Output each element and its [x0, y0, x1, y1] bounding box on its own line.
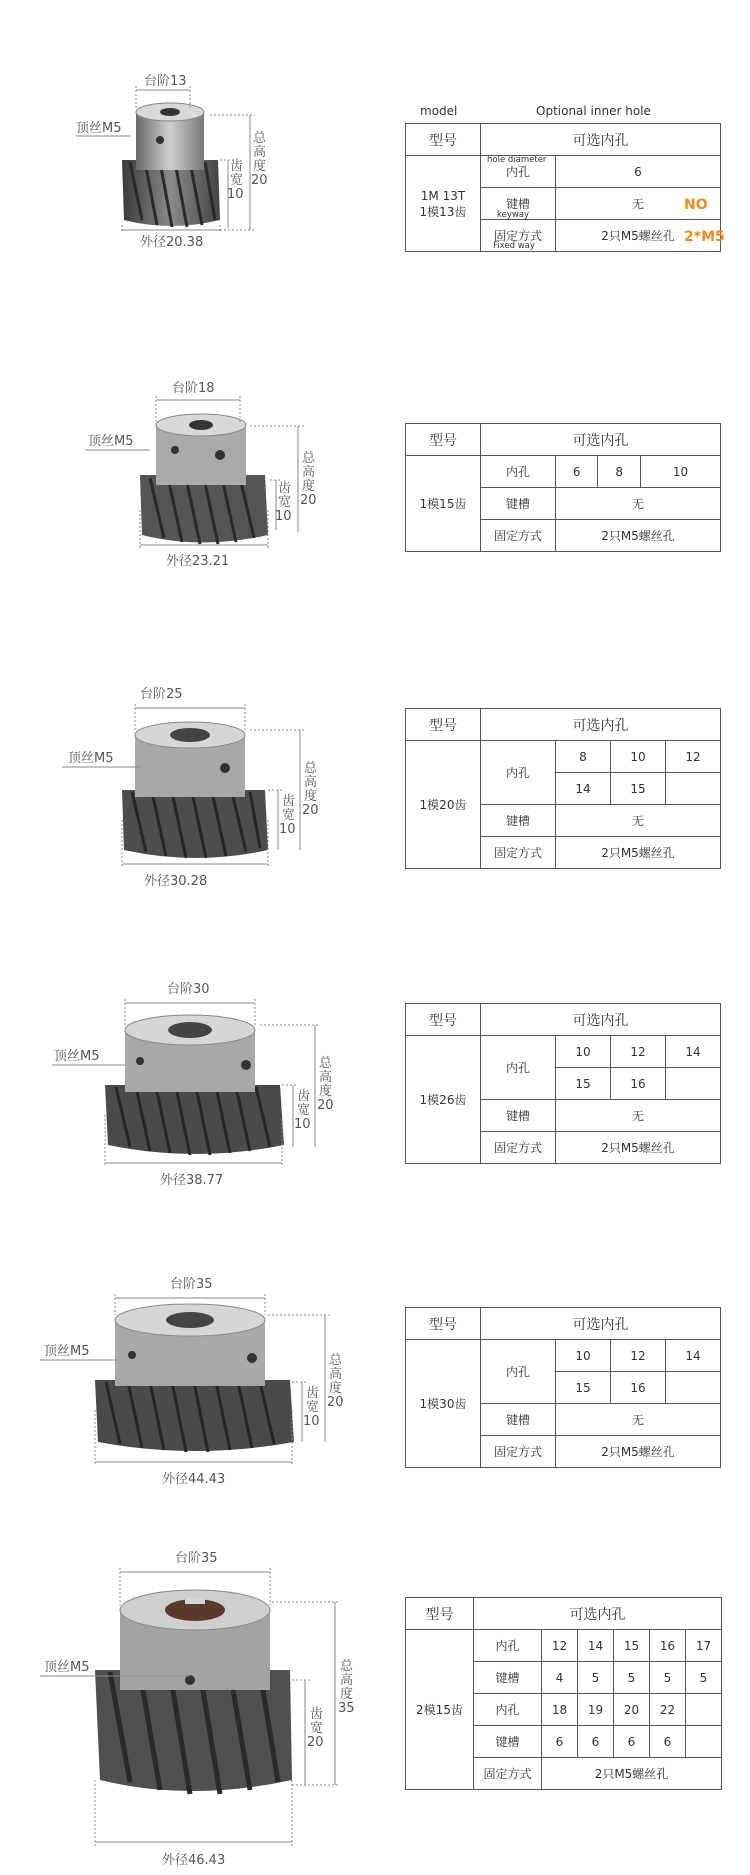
step-label: 台阶25: [140, 687, 183, 702]
set-screw-label: 顶丝M5: [44, 1660, 90, 1675]
total-height-char: 高: [304, 775, 318, 790]
type-header: 型号: [406, 124, 481, 156]
total-height-char: 度: [340, 1687, 354, 1702]
hole-label: 内孔: [481, 1036, 556, 1100]
outer-diameter-label: 外径23.21: [166, 554, 230, 569]
spec-table-1: [405, 123, 721, 252]
keyway-value: 5: [686, 1662, 722, 1694]
gear-section-3: [0, 670, 750, 910]
keyway-label: 键槽: [481, 1404, 556, 1436]
outer-diameter-label: 外径46.43: [162, 1853, 226, 1868]
hole-value: 8: [556, 741, 611, 773]
total-height-value: 20: [327, 1395, 344, 1410]
hole-value: 20: [614, 1694, 650, 1726]
hole-value: 22: [650, 1694, 686, 1726]
tooth-width-value: 10: [294, 1117, 311, 1132]
tooth-width-char: 宽: [278, 495, 292, 510]
keyway-value: 5: [614, 1662, 650, 1694]
model-cell: 2模15齿: [406, 1630, 474, 1790]
tooth-width-value: 10: [303, 1414, 320, 1429]
gear-drawing-2: [80, 370, 340, 590]
set-screw-label: 顶丝M5: [44, 1344, 90, 1359]
keyway-value: 6: [542, 1726, 578, 1758]
fixed-label: 固定方式: [481, 1132, 556, 1164]
step-label: 台阶13: [144, 74, 187, 89]
total-height-char: 总: [302, 451, 316, 466]
outer-diameter-label: 外径30.28: [144, 874, 208, 889]
fixed-way-en: Fixed way: [493, 241, 535, 251]
hole-value: [666, 773, 721, 805]
keyway-value: 6: [650, 1726, 686, 1758]
spec-table-3: [405, 708, 721, 869]
keyway-value: 无: [556, 1100, 721, 1132]
hole-value: 14: [666, 1340, 721, 1372]
hole-value: 12: [666, 741, 721, 773]
tooth-width-char: 齿: [278, 481, 292, 496]
model-en-label: model: [420, 104, 458, 118]
keyway-value: 无: [556, 805, 721, 837]
fixed-value: 2只M5螺丝孔: [556, 520, 721, 552]
hole-value: 16: [611, 1068, 666, 1100]
fixed-value: 2只M5螺丝孔: [542, 1758, 722, 1790]
hole-value: 19: [578, 1694, 614, 1726]
hole-value: 18: [542, 1694, 578, 1726]
total-height-char: 高: [302, 465, 316, 480]
keyway-label: 键槽: [481, 188, 556, 220]
step-label: 台阶30: [167, 982, 210, 997]
total-height-value: 20: [300, 493, 317, 508]
total-height-value: 20: [251, 173, 268, 188]
total-height-char: 高: [319, 1070, 333, 1085]
tooth-width-char: 齿: [306, 1386, 320, 1401]
fixed-label: 固定方式: [474, 1758, 542, 1790]
total-height-char: 总: [253, 131, 267, 146]
hole-value: 14: [666, 1036, 721, 1068]
total-height-char: 总: [340, 1659, 354, 1674]
step-label: 台阶35: [170, 1277, 213, 1292]
fixed-label: 固定方式: [481, 520, 556, 552]
total-height-char: 度: [304, 789, 318, 804]
tooth-width-char: 宽: [297, 1103, 311, 1118]
hole-value: 10: [640, 456, 720, 488]
keyway-value: 无: [556, 488, 721, 520]
keyway-value: 4: [542, 1662, 578, 1694]
step-label: 台阶18: [172, 381, 215, 396]
keyway-value: 5: [578, 1662, 614, 1694]
keyway-value: 6: [578, 1726, 614, 1758]
hole-label: 内孔: [481, 156, 556, 188]
model-cell: 1模30齿: [406, 1340, 481, 1468]
hole-label: 内孔: [481, 1340, 556, 1404]
keyway-value: 6: [614, 1726, 650, 1758]
tooth-width-char: 齿: [230, 159, 244, 174]
total-height-char: 度: [253, 159, 267, 174]
hole-value: 12: [611, 1036, 666, 1068]
gear-drawing-6: [40, 1540, 380, 1868]
set-screw-label: 顶丝M5: [88, 434, 134, 449]
tooth-width-char: 宽: [306, 1400, 320, 1415]
tooth-width-value: 10: [275, 509, 292, 524]
hole-label: 内孔: [474, 1630, 542, 1662]
hole-value: 14: [556, 773, 611, 805]
type-header: 型号: [406, 424, 481, 456]
spec-table-5: [405, 1307, 721, 1468]
keyway-en: keyway: [497, 210, 530, 220]
fixed-label: 固定方式: [481, 220, 556, 252]
hole-value: 15: [611, 773, 666, 805]
keyway-label: 键槽: [474, 1662, 542, 1694]
gear-section-1: [0, 0, 750, 290]
gear-section-6: [0, 1540, 750, 1875]
outer-diameter-label: 外径44.43: [162, 1472, 226, 1487]
tooth-width-char: 宽: [282, 808, 296, 823]
hole-label: 内孔: [481, 456, 556, 488]
hole-value: 15: [614, 1630, 650, 1662]
keyway-value: [686, 1726, 722, 1758]
type-header: 型号: [406, 709, 481, 741]
hole-value: 10: [556, 1340, 611, 1372]
total-height-char: 高: [253, 145, 267, 160]
outer-diameter-label: 外径20.38: [140, 235, 204, 250]
gear-section-2: [0, 370, 750, 590]
total-height-char: 总: [304, 761, 318, 776]
total-height-char: 度: [302, 479, 316, 494]
optional-hole-header: 可选内孔: [481, 709, 721, 741]
type-header: 型号: [406, 1004, 481, 1036]
hole-label: 内孔: [481, 741, 556, 805]
hole-value: [686, 1694, 722, 1726]
tooth-width-char: 宽: [310, 1721, 324, 1736]
total-height-char: 总: [329, 1353, 343, 1368]
fixed-value: 2只M5螺丝孔: [556, 837, 721, 869]
fixed-value: 2只M5螺丝孔: [556, 1132, 721, 1164]
hole-value: 8: [598, 456, 640, 488]
keyway-label: 键槽: [481, 805, 556, 837]
hole-value: 16: [611, 1372, 666, 1404]
total-height-char: 高: [329, 1367, 343, 1382]
hole-value: 15: [556, 1372, 611, 1404]
hole-value: 10: [556, 1036, 611, 1068]
tooth-width-value: 10: [227, 187, 244, 202]
optional-hole-header: 可选内孔: [481, 1004, 721, 1036]
no-note: NO: [684, 197, 708, 213]
optional-hole-header: 可选内孔: [481, 124, 721, 156]
gear-drawing-3: [60, 680, 350, 910]
total-height-value: 20: [302, 803, 319, 818]
set-screw-label: 顶丝M5: [54, 1049, 100, 1064]
fixed-value: 2只M5螺丝孔: [556, 1436, 721, 1468]
model-en: 1M 13T: [420, 188, 466, 203]
model-cell: 1模15齿: [406, 456, 481, 552]
optional-hole-header: 可选内孔: [474, 1598, 722, 1630]
tooth-width-char: 齿: [297, 1089, 311, 1104]
set-screw-label: 顶丝M5: [68, 751, 114, 766]
total-height-value: 35: [338, 1701, 355, 1716]
optional-hole-header: 可选内孔: [481, 424, 721, 456]
gear-drawing-4: [50, 975, 360, 1205]
model-cell: 1模20齿: [406, 741, 481, 869]
keyway-value: 无: [556, 1404, 721, 1436]
fixed-label: 固定方式: [481, 1436, 556, 1468]
spec-table-4: [405, 1003, 721, 1164]
model-cn: 1模13齿: [419, 204, 467, 219]
hole-value: 10: [611, 741, 666, 773]
total-height-char: 高: [340, 1673, 354, 1688]
model-cell: [406, 156, 481, 252]
gear-section-4: [0, 965, 750, 1215]
tooth-width-value: 20: [307, 1735, 324, 1750]
type-header: 型号: [406, 1308, 481, 1340]
gear-drawing-1: [70, 70, 290, 280]
hole-label: 内孔: [474, 1694, 542, 1726]
tooth-width-char: 齿: [310, 1707, 324, 1722]
hole-value: 6: [556, 156, 721, 188]
tooth-width-char: 宽: [230, 173, 244, 188]
outer-diameter-label: 外径38.77: [160, 1173, 224, 1188]
optional-hole-header: 可选内孔: [481, 1308, 721, 1340]
hole-value: 16: [650, 1630, 686, 1662]
hole-value: 12: [542, 1630, 578, 1662]
total-height-value: 20: [317, 1098, 334, 1113]
hole-value: 15: [556, 1068, 611, 1100]
gear-section-5: [0, 1270, 750, 1500]
step-label: 台阶35: [175, 1551, 218, 1566]
m5-note: 2*M5: [684, 229, 725, 245]
total-height-char: 度: [319, 1084, 333, 1099]
spec-table-6: [405, 1597, 722, 1790]
keyway-value: 无: [556, 188, 721, 220]
optional-hole-en-label: Optional inner hole: [536, 104, 651, 118]
hole-value: 6: [556, 456, 598, 488]
hole-value: 12: [611, 1340, 666, 1372]
fixed-value: 2只M5螺丝孔: [556, 220, 721, 252]
hole-value: [666, 1372, 721, 1404]
total-height-char: 总: [319, 1056, 333, 1071]
tooth-width-char: 齿: [282, 794, 296, 809]
gear-drawing-5: [40, 1270, 370, 1500]
keyway-value: 5: [650, 1662, 686, 1694]
hole-diameter-en: hole diameter: [487, 155, 547, 165]
set-screw-label: 顶丝M5: [76, 121, 122, 136]
hole-value: 17: [686, 1630, 722, 1662]
fixed-label: 固定方式: [481, 837, 556, 869]
spec-table-2: [405, 423, 721, 552]
keyway-label: 键槽: [481, 488, 556, 520]
total-height-char: 度: [329, 1381, 343, 1396]
model-cell: 1模26齿: [406, 1036, 481, 1164]
tooth-width-value: 10: [279, 822, 296, 837]
hole-value: 14: [578, 1630, 614, 1662]
keyway-label: 键槽: [481, 1100, 556, 1132]
keyway-label: 键槽: [474, 1726, 542, 1758]
hole-value: [666, 1068, 721, 1100]
type-header: 型号: [406, 1598, 474, 1630]
